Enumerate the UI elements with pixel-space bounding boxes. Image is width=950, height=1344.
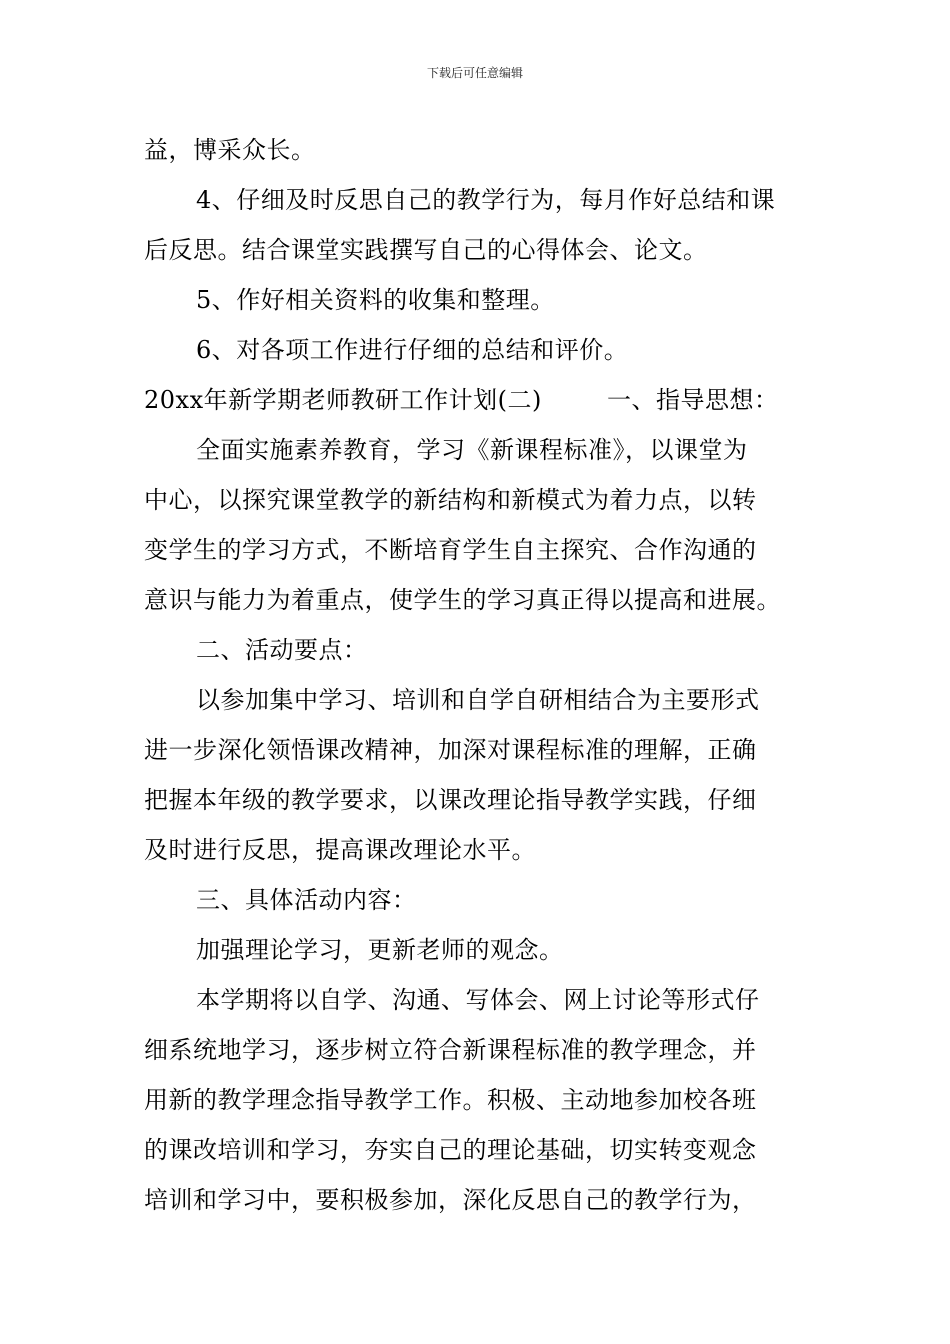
- text-line: 全面实施素养教育，学习《新课程标准》，以课堂为: [196, 436, 748, 464]
- text-line: 后反思。结合课堂实践撰写自己的心得体会、论文。: [144, 236, 708, 264]
- text-line: 意识与能力为着重点，使学生的学习真正得以提高和进展。: [144, 586, 781, 614]
- text-line: 培训和学习中，要积极参加，深化反思自己的教学行为，: [144, 1186, 757, 1214]
- text-line: 本学期将以自学、沟通、写体会、网上讨论等形式仔: [196, 986, 760, 1014]
- text-line: 把握本年级的教学要求，以课改理论指导教学实践，仔细: [144, 786, 757, 814]
- text-line: 及时进行反思，提高课改理论水平。: [144, 836, 536, 864]
- section-title: 20xx年新学期老师教研工作计划(二): [144, 386, 542, 414]
- text-line: 中心，以探究课堂教学的新结构和新模式为着力点，以转: [144, 486, 757, 514]
- text-line: 加强理论学习，更新老师的观念。: [196, 936, 564, 964]
- text-line: 变学生的学习方式，不断培育学生自主探究、合作沟通的: [144, 536, 757, 564]
- text-line: 细系统地学习，逐步树立符合新课程标准的教学理念，并: [144, 1036, 757, 1064]
- text-line: 益，博采众长。: [144, 136, 316, 164]
- section-heading: 二、活动要点：: [196, 636, 368, 664]
- text-line: 6、对各项工作进行仔细的总结和评价。: [196, 336, 629, 364]
- text-line: 4、仔细及时反思自己的教学行为，每月作好总结和课: [196, 186, 776, 214]
- section-heading: 三、具体活动内容：: [196, 886, 417, 914]
- text-line: 的课改培训和学习，夯实自己的理论基础，切实转变观念: [144, 1136, 757, 1164]
- text-line: 用新的教学理念指导教学工作。积极、主动地参加校各班: [144, 1086, 757, 1114]
- page-header-note: 下载后可任意编辑: [426, 66, 523, 80]
- text-line: 以参加集中学习、培训和自学自研相结合为主要形式: [196, 686, 760, 714]
- text-line: 5、作好相关资料的收集和整理。: [196, 286, 555, 314]
- text-line: 进一步深化领悟课改精神，加深对课程标准的理解，正确: [144, 736, 757, 764]
- section-heading: 一、指导思想：: [607, 386, 779, 414]
